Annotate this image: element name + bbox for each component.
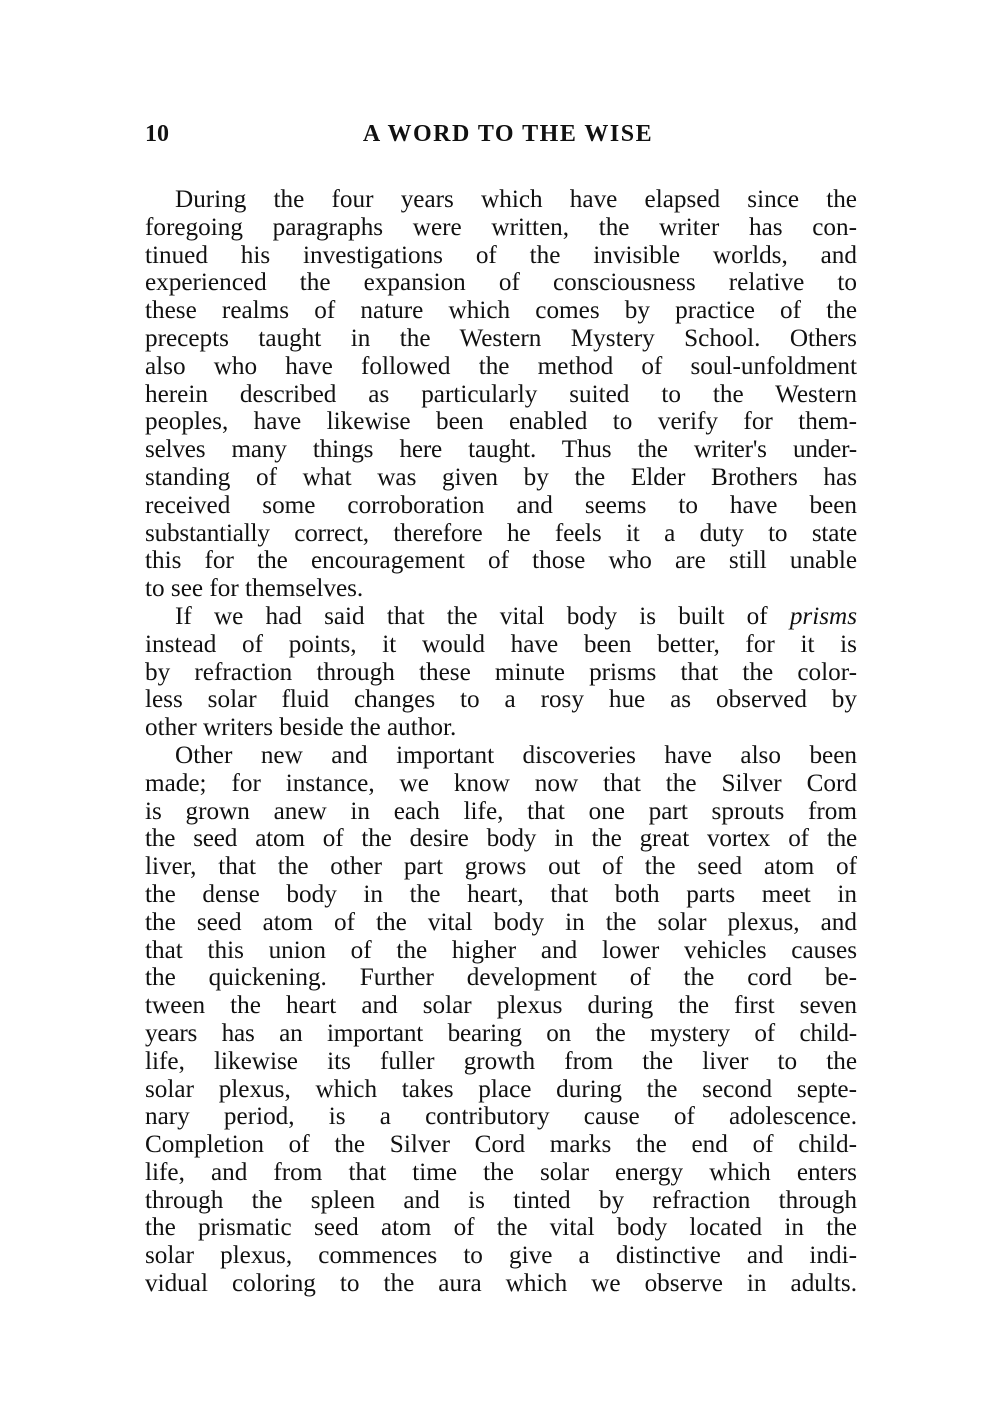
text-line: Completion of the Silver Cord marks the end of child- xyxy=(145,1131,857,1159)
body-text xyxy=(145,186,857,1298)
text-line: solar plexus, which takes place during the second septe- xyxy=(145,1075,857,1103)
text-line: this for the encouragement of those who are still unable xyxy=(145,547,857,575)
text-line: received some corroboration and seems to have been xyxy=(145,491,857,519)
text-line: tinued his investigations of the invisible worlds, and xyxy=(145,241,857,269)
text-line: vidual coloring to the aura which we observe in adults. xyxy=(145,1270,857,1298)
text-line: solar plexus, commences to give a distinctive and indi- xyxy=(145,1242,857,1270)
text-line: experienced the expansion of consciousness relative to xyxy=(145,269,857,297)
text-line: foregoing paragraphs were written, the writer has con- xyxy=(145,213,857,241)
text-line: tween the heart and solar plexus during the first seven xyxy=(145,992,857,1020)
text-line: standing of what was given by the Elder Brothers has xyxy=(145,463,857,491)
text-line: During the four years which have elapsed since the xyxy=(175,186,857,213)
text-line: also who have followed the method of soul-unfoldment xyxy=(145,352,857,380)
text-line: to see for themselves. xyxy=(145,575,364,603)
text-line: liver, that the other part grows out of the seed atom of xyxy=(145,853,857,881)
text-line: the quickening. Further development of the cord be- xyxy=(145,964,857,992)
text-line: peoples, have likewise been enabled to verify for them- xyxy=(145,408,857,436)
text-line: that this union of the higher and lower vehicles causes xyxy=(145,936,857,964)
text-line: the seed atom of the vital body in the solar plexus, and xyxy=(145,908,857,936)
text-run: If we had said that the vital body is built of xyxy=(175,602,790,630)
text-line: made; for instance, we know now that the Silver Cord xyxy=(145,769,857,797)
text-line: life, likewise its fuller growth from the liver to the xyxy=(145,1047,857,1075)
text-line: instead of points, it would have been better, for it is xyxy=(145,630,857,658)
text-line: herein described as particularly suited to the Western xyxy=(145,380,857,408)
paragraph-2 xyxy=(145,603,857,742)
running-title: A WORD TO THE WISE xyxy=(362,121,654,147)
text-line: nary period, is a contributory cause of adolescence. xyxy=(145,1103,857,1131)
text-line: the prismatic seed atom of the vital body located in the xyxy=(145,1214,857,1242)
text-line: the dense body in the heart, that both parts meet in xyxy=(145,880,857,908)
text-line: precepts taught in the Western Mystery School. Others xyxy=(145,324,857,352)
text-line: Other new and important discoveries have also been xyxy=(175,741,857,769)
text-line: by refraction through these minute prisms that the color- xyxy=(145,658,857,686)
text-line: the seed atom of the desire body in the great vortex of the xyxy=(145,825,857,853)
text-line: these realms of nature which comes by practice of the xyxy=(145,297,857,325)
text-line: through the spleen and is tinted by refraction through xyxy=(145,1186,857,1214)
paragraph-1 xyxy=(145,186,857,603)
italic-word: prisms xyxy=(789,602,857,630)
page-number: 10 xyxy=(145,121,169,147)
paragraph-3 xyxy=(145,742,857,1298)
text-line xyxy=(145,603,857,631)
text-line: selves many things here taught. Thus the writer's under- xyxy=(145,436,857,464)
page-header xyxy=(145,118,857,150)
text-line: years has an important bearing on the mystery of child- xyxy=(145,1019,857,1047)
text-line: less solar fluid changes to a rosy hue as observed by xyxy=(145,686,857,714)
text-line: is grown anew in each life, that one part sprouts from xyxy=(145,797,857,825)
text-line: life, and from that time the solar energy which enters xyxy=(145,1158,857,1186)
text-line: other writers beside the author. xyxy=(145,714,457,742)
text-line: substantially correct, therefore he feels it a duty to state xyxy=(145,519,857,547)
